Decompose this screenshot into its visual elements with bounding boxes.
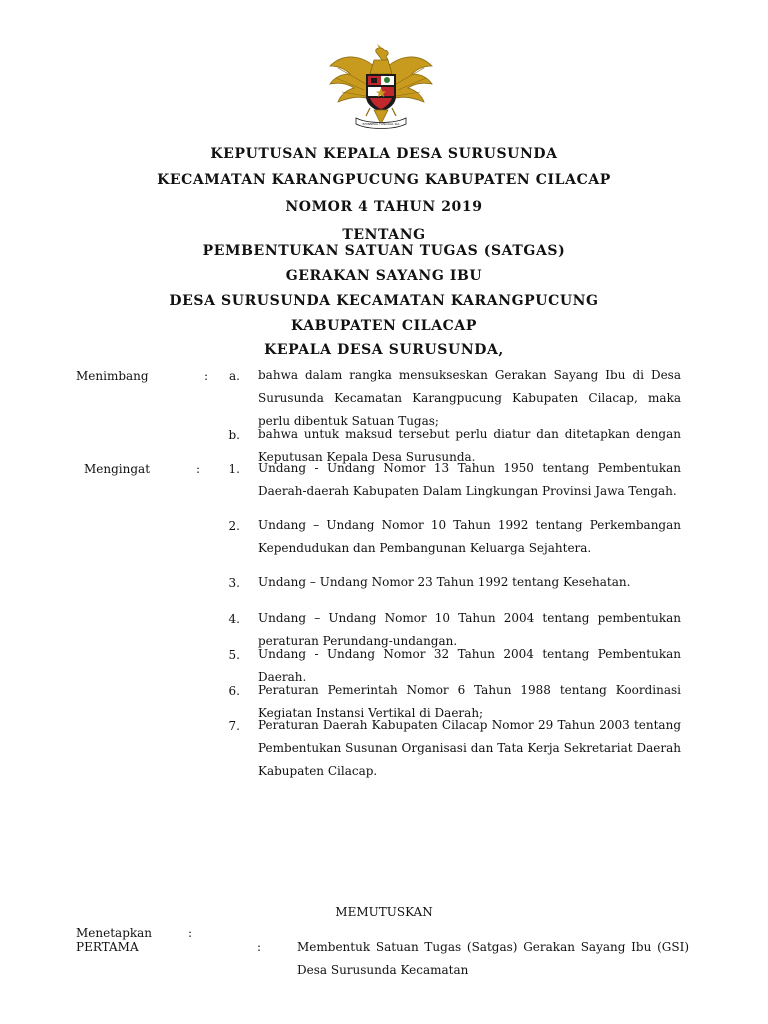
mengingat-7-text: Peraturan Daerah Kabupaten Cilacap Nomor 29 Tahun 2003 tentang Pembentukan Susunan Organisasi dan Tata Kerja Sekretariat Daerah Kabupaten Cilacap. xyxy=(258,718,681,778)
menimbang-b-marker: b. xyxy=(228,428,240,442)
menimbang-label: Menimbang xyxy=(76,369,149,383)
mengingat-1-text: Undang - Undang Nomor 13 Tahun 1950 tentang Pembentukan Daerah-daerah Kabupaten Dalam Lingkungan Provinsi Jawa Tengah. xyxy=(258,461,681,498)
emblem-motto: BHINNEKA TUNGGAL IKA xyxy=(362,122,400,126)
menimbang-b-text: bahwa untuk maksud tersebut perlu diatur dan ditetapkan dengan Keputusan Kepala Desa Surusunda. xyxy=(258,427,681,464)
mengingat-5-marker: 5. xyxy=(228,648,240,662)
doc-subject-line1: PEMBENTUKAN SATUAN TUGAS (SATGAS) xyxy=(202,243,566,259)
mengingat-5-text: Undang - Undang Nomor 32 Tahun 2004 tentang Pembentukan Daerah. xyxy=(258,647,681,684)
doc-tentang: TENTANG xyxy=(342,227,426,243)
doc-number: NOMOR 4 TAHUN 2019 xyxy=(285,199,483,215)
doc-subject-line3: DESA SURUSUNDA KECAMATAN KARANGPUCUNG xyxy=(169,293,599,309)
menimbang-colon: : xyxy=(204,369,209,383)
mengingat-3-marker: 3. xyxy=(228,576,240,590)
mengingat-6-text: Peraturan Pemerintah Nomor 6 Tahun 1988 tentang Koordinasi Kegiatan Instansi Vertikal di Daerah; xyxy=(258,683,681,720)
mengingat-2-marker: 2. xyxy=(228,519,240,533)
menetapkan-colon: : xyxy=(188,926,193,940)
doc-title-line1: KEPUTUSAN KEPALA DESA SURUSUNDA xyxy=(210,146,558,162)
menimbang-a-text: bahwa dalam rangka mensukseskan Gerakan Sayang Ibu di Desa Surusunda Kecamatan Karangpucung Kabupaten Cilacap, maka perlu dibentuk Satuan Tugas; xyxy=(258,368,681,428)
mengingat-6-marker: 6. xyxy=(228,684,240,698)
memutuskan-heading: MEMUTUSKAN xyxy=(335,905,433,919)
pertama-colon: : xyxy=(257,940,262,954)
mengingat-colon: : xyxy=(196,462,201,476)
mengingat-2-text: Undang – Undang Nomor 10 Tahun 1992 tentang Perkembangan Kependudukan dan Pembangunan Keluarga Sejahtera. xyxy=(258,518,681,555)
garuda-emblem-icon xyxy=(326,44,436,132)
mengingat-4-text: Undang – Undang Nomor 10 Tahun 2004 tentang pembentukan peraturan Perundang-undangan. xyxy=(258,611,681,648)
mengingat-7-marker: 7. xyxy=(228,719,240,733)
mengingat-3-text: Undang – Undang Nomor 23 Tahun 1992 tentang Kesehatan. xyxy=(258,575,631,589)
doc-subject-line2: GERAKAN SAYANG IBU xyxy=(285,268,483,284)
pertama-label: PERTAMA xyxy=(76,940,139,954)
mengingat-1-marker: 1. xyxy=(228,462,240,476)
menetapkan-label: Menetapkan xyxy=(76,926,153,940)
menimbang-a-marker: a. xyxy=(229,369,240,383)
doc-title-line2: KECAMATAN KARANGPUCUNG KABUPATEN CILACAP xyxy=(157,172,611,188)
doc-official: KEPALA DESA SURUSUNDA, xyxy=(264,342,504,358)
mengingat-label: Mengingat xyxy=(84,462,151,476)
mengingat-4-marker: 4. xyxy=(228,612,240,626)
pertama-text: Membentuk Satuan Tugas (Satgas) Gerakan Sayang Ibu (GSI) Desa Surusunda Kecamatan xyxy=(297,940,689,977)
doc-subject-line4: KABUPATEN CILACAP xyxy=(291,318,477,334)
